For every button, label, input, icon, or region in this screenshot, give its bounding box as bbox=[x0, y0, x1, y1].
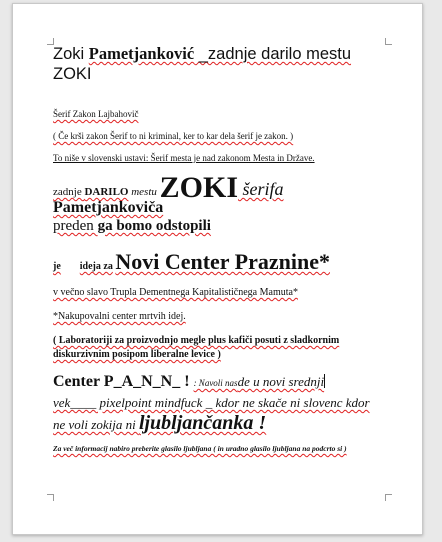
line-nakupovalni: *Nakupovalni center mrtvih idej. bbox=[53, 311, 186, 322]
doc-title bbox=[53, 44, 383, 84]
margin-corner-bottom-left bbox=[47, 494, 54, 501]
line-zadnje-darilo bbox=[53, 171, 383, 217]
text-span: de u novi srednji bbox=[237, 374, 325, 389]
text-span: mestu bbox=[128, 186, 160, 198]
margin-corner-bottom-right bbox=[385, 494, 392, 501]
margin-corner-top-right bbox=[385, 38, 392, 45]
text-span: ideja za bbox=[79, 261, 113, 272]
line-preden bbox=[53, 217, 383, 235]
line-laboratoriji: ( Laboratoriji za proizvodnjo megle plus kafiči posuti z sladkornim diskurzivnim posipom liberalne levice ) bbox=[53, 335, 340, 360]
text-span: vek____ pixelpoint mindfuck _ kdor ne skače ni slovenc kdor bbox=[53, 395, 370, 410]
text-span: šerifa bbox=[238, 179, 284, 199]
text-span: : Navoli nas bbox=[193, 378, 238, 388]
text-span: DARILO bbox=[84, 186, 129, 198]
title-zoki: ZOKI bbox=[53, 65, 92, 83]
title-name: Pametjanković bbox=[88, 44, 195, 63]
line-text: To niše v slovenski ustavi: Šerif mesta je nad zakonom Mesta in Države. bbox=[53, 153, 315, 163]
line-vecno-slavo: v večno slavo Trupla Dementnega Kapitalističnega Mamuta* bbox=[53, 287, 298, 298]
text-cursor bbox=[324, 374, 325, 388]
text-span: je bbox=[53, 261, 61, 272]
document-body[interactable] bbox=[53, 44, 383, 454]
text-novi-center: Novi Center Praznine* bbox=[115, 249, 330, 274]
line-center-pann bbox=[53, 372, 383, 435]
line-footer-info: Za več informacij nabiro preberite glasilo ljubljana ( in uradno glasilo ljubljana na podcrto si ) bbox=[53, 444, 347, 453]
line-text: Šerif Zakon Lajbahovič bbox=[53, 109, 139, 119]
line-ustava bbox=[53, 152, 383, 164]
text-span: preden bbox=[53, 218, 98, 234]
title-part: Zoki bbox=[53, 45, 89, 63]
text-ljubljancanka: ljubljančanka ! bbox=[138, 412, 267, 434]
text-span: ne voli zokija ni bbox=[53, 417, 139, 432]
text-zoki: ZOKI bbox=[159, 171, 238, 204]
line-kriminal bbox=[53, 130, 383, 142]
document-page[interactable] bbox=[12, 3, 423, 535]
text-span: zadnje bbox=[53, 186, 85, 198]
text-span: ga bomo odstopili bbox=[97, 218, 211, 234]
title-part: _zadnje darilo mestu bbox=[194, 45, 352, 63]
text-span: Pametjankoviča bbox=[53, 199, 164, 216]
text-center-pann: Center P_A_N_N_ ! bbox=[53, 373, 194, 390]
line-serif-zakon bbox=[53, 108, 383, 120]
line-novi-center bbox=[53, 249, 383, 280]
line-text: ( Če krši zakon Šerif to ni kriminal, ker to kar dela šerif je zakon. ) bbox=[53, 131, 294, 141]
